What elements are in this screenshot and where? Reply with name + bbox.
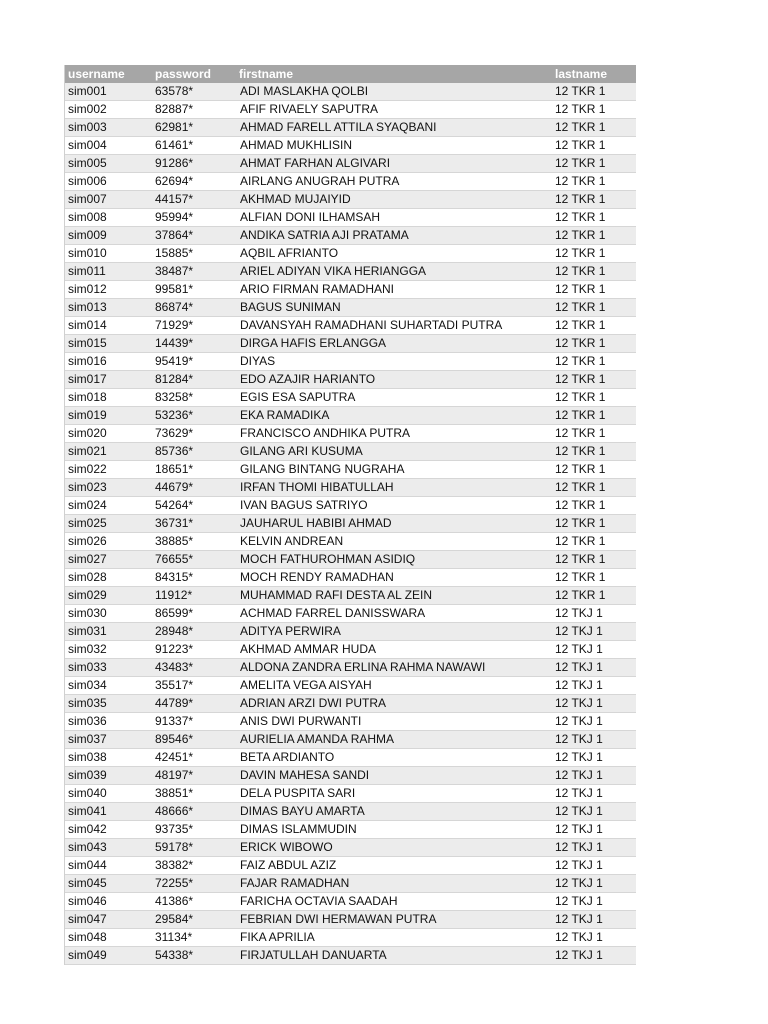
password-cell: 91286*: [152, 155, 236, 173]
username-cell: sim041: [65, 803, 152, 821]
firstname-cell: JAUHARUL HABIBI AHMAD: [236, 515, 552, 533]
table-row: [65, 515, 636, 533]
firstname-cell: FIRJATULLAH DANUARTA: [236, 947, 552, 965]
firstname-cell: GILANG BINTANG NUGRAHA: [236, 461, 552, 479]
username-cell: sim046: [65, 893, 152, 911]
firstname-cell: ARIO FIRMAN RAMADHANI: [236, 281, 552, 299]
username-cell: sim044: [65, 857, 152, 875]
password-cell: 29584*: [152, 911, 236, 929]
table-row: [65, 821, 636, 839]
password-cell: 85736*: [152, 443, 236, 461]
username-cell: sim036: [65, 713, 152, 731]
table-row: [65, 551, 636, 569]
username-cell: sim007: [65, 191, 152, 209]
lastname-cell: 12 TKJ 1: [552, 893, 636, 911]
firstname-cell: FIKA APRILIA: [236, 929, 552, 947]
table-row: [65, 317, 636, 335]
password-cell: 44157*: [152, 191, 236, 209]
lastname-cell: 12 TKR 1: [552, 497, 636, 515]
lastname-cell: 12 TKR 1: [552, 299, 636, 317]
firstname-cell: AHMAD MUKHLISIN: [236, 137, 552, 155]
username-cell: sim042: [65, 821, 152, 839]
table-row: [65, 371, 636, 389]
lastname-cell: 12 TKR 1: [552, 407, 636, 425]
username-cell: sim010: [65, 245, 152, 263]
lastname-cell: 12 TKR 1: [552, 137, 636, 155]
password-cell: 38382*: [152, 857, 236, 875]
password-cell: 36731*: [152, 515, 236, 533]
password-cell: 15885*: [152, 245, 236, 263]
password-cell: 38885*: [152, 533, 236, 551]
table-row: [65, 353, 636, 371]
username-cell: sim033: [65, 659, 152, 677]
firstname-cell: AMELITA VEGA AISYAH: [236, 677, 552, 695]
table-row: [65, 875, 636, 893]
firstname-cell: KELVIN ANDREAN: [236, 533, 552, 551]
username-cell: sim002: [65, 101, 152, 119]
firstname-cell: AHMAT FARHAN ALGIVARI: [236, 155, 552, 173]
password-cell: 91337*: [152, 713, 236, 731]
firstname-cell: AURIELIA AMANDA RAHMA: [236, 731, 552, 749]
table-row: [65, 173, 636, 191]
password-cell: 41386*: [152, 893, 236, 911]
lastname-cell: 12 TKR 1: [552, 443, 636, 461]
table-row: [65, 659, 636, 677]
password-cell: 83258*: [152, 389, 236, 407]
lastname-cell: 12 TKR 1: [552, 83, 636, 101]
header-row: [65, 65, 636, 83]
lastname-cell: 12 TKR 1: [552, 335, 636, 353]
firstname-cell: DIMAS ISLAMMUDIN: [236, 821, 552, 839]
username-cell: sim028: [65, 569, 152, 587]
lastname-cell: 12 TKR 1: [552, 281, 636, 299]
password-cell: 53236*: [152, 407, 236, 425]
username-cell: sim032: [65, 641, 152, 659]
table-row: [65, 119, 636, 137]
firstname-cell: DAVANSYAH RAMADHANI SUHARTADI PUTRA: [236, 317, 552, 335]
firstname-cell: BAGUS SUNIMAN: [236, 299, 552, 317]
password-cell: 59178*: [152, 839, 236, 857]
password-cell: 54338*: [152, 947, 236, 965]
table-row: [65, 83, 636, 101]
lastname-cell: 12 TKR 1: [552, 173, 636, 191]
username-cell: sim030: [65, 605, 152, 623]
firstname-cell: DAVIN MAHESA SANDI: [236, 767, 552, 785]
password-cell: 63578*: [152, 83, 236, 101]
lastname-cell: 12 TKJ 1: [552, 785, 636, 803]
password-cell: 95994*: [152, 209, 236, 227]
table-row: [65, 101, 636, 119]
firstname-cell: EDO AZAJIR HARIANTO: [236, 371, 552, 389]
password-cell: 86874*: [152, 299, 236, 317]
table-row: [65, 335, 636, 353]
username-cell: sim024: [65, 497, 152, 515]
firstname-cell: ADI MASLAKHA QOLBI: [236, 83, 552, 101]
lastname-cell: 12 TKR 1: [552, 263, 636, 281]
lastname-cell: 12 TKR 1: [552, 227, 636, 245]
table-row: [65, 767, 636, 785]
lastname-cell: 12 TKJ 1: [552, 839, 636, 857]
username-cell: sim016: [65, 353, 152, 371]
firstname-cell: MUHAMMAD RAFI DESTA AL ZEIN: [236, 587, 552, 605]
password-cell: 48666*: [152, 803, 236, 821]
username-cell: sim014: [65, 317, 152, 335]
table-row: [65, 137, 636, 155]
firstname-cell: AFIF RIVAELY SAPUTRA: [236, 101, 552, 119]
password-cell: 48197*: [152, 767, 236, 785]
firstname-cell: FARICHA OCTAVIA SAADAH: [236, 893, 552, 911]
lastname-cell: 12 TKJ 1: [552, 821, 636, 839]
firstname-cell: ADRIAN ARZI DWI PUTRA: [236, 695, 552, 713]
firstname-cell: DIYAS: [236, 353, 552, 371]
lastname-cell: 12 TKR 1: [552, 425, 636, 443]
lastname-cell: 12 TKR 1: [552, 119, 636, 137]
lastname-cell: 12 TKR 1: [552, 155, 636, 173]
lastname-cell: 12 TKJ 1: [552, 731, 636, 749]
password-cell: 82887*: [152, 101, 236, 119]
table-header: [65, 65, 636, 83]
password-cell: 93735*: [152, 821, 236, 839]
firstname-cell: ALFIAN DONI ILHAMSAH: [236, 209, 552, 227]
password-cell: 37864*: [152, 227, 236, 245]
lastname-cell: 12 TKR 1: [552, 533, 636, 551]
firstname-cell: ADITYA PERWIRA: [236, 623, 552, 641]
header-firstname: firstname: [239, 67, 294, 81]
firstname-cell: BETA ARDIANTO: [236, 749, 552, 767]
password-cell: 62981*: [152, 119, 236, 137]
lastname-cell: 12 TKJ 1: [552, 929, 636, 947]
lastname-cell: 12 TKR 1: [552, 461, 636, 479]
table-row: [65, 695, 636, 713]
lastname-cell: 12 TKJ 1: [552, 695, 636, 713]
firstname-cell: DIRGA HAFIS ERLANGGA: [236, 335, 552, 353]
table-row: [65, 443, 636, 461]
lastname-cell: 12 TKR 1: [552, 515, 636, 533]
username-cell: sim027: [65, 551, 152, 569]
username-cell: sim006: [65, 173, 152, 191]
lastname-cell: 12 TKR 1: [552, 317, 636, 335]
username-cell: sim038: [65, 749, 152, 767]
password-cell: 35517*: [152, 677, 236, 695]
password-cell: 42451*: [152, 749, 236, 767]
firstname-cell: MOCH RENDY RAMADHAN: [236, 569, 552, 587]
table-row: [65, 623, 636, 641]
username-cell: sim037: [65, 731, 152, 749]
username-cell: sim048: [65, 929, 152, 947]
table-row: [65, 893, 636, 911]
table-row: [65, 191, 636, 209]
firstname-cell: DIMAS BAYU AMARTA: [236, 803, 552, 821]
password-cell: 76655*: [152, 551, 236, 569]
password-cell: 81284*: [152, 371, 236, 389]
firstname-cell: FAIZ ABDUL AZIZ: [236, 857, 552, 875]
password-cell: 71929*: [152, 317, 236, 335]
table-row: [65, 749, 636, 767]
header-username: username: [68, 67, 125, 81]
username-cell: sim031: [65, 623, 152, 641]
password-cell: 95419*: [152, 353, 236, 371]
password-cell: 54264*: [152, 497, 236, 515]
username-cell: sim045: [65, 875, 152, 893]
table-row: [65, 407, 636, 425]
username-cell: sim039: [65, 767, 152, 785]
firstname-cell: ARIEL ADIYAN VIKA HERIANGGA: [236, 263, 552, 281]
password-cell: 61461*: [152, 137, 236, 155]
lastname-cell: 12 TKJ 1: [552, 767, 636, 785]
username-cell: sim034: [65, 677, 152, 695]
password-cell: 28948*: [152, 623, 236, 641]
username-cell: sim035: [65, 695, 152, 713]
password-cell: 38487*: [152, 263, 236, 281]
password-cell: 72255*: [152, 875, 236, 893]
username-cell: sim017: [65, 371, 152, 389]
lastname-cell: 12 TKJ 1: [552, 677, 636, 695]
username-cell: sim015: [65, 335, 152, 353]
username-cell: sim011: [65, 263, 152, 281]
table-row: [65, 857, 636, 875]
username-cell: sim005: [65, 155, 152, 173]
password-cell: 38851*: [152, 785, 236, 803]
lastname-cell: 12 TKJ 1: [552, 623, 636, 641]
lastname-cell: 12 TKR 1: [552, 371, 636, 389]
firstname-cell: ANIS DWI PURWANTI: [236, 713, 552, 731]
password-cell: 43483*: [152, 659, 236, 677]
firstname-cell: MOCH FATHUROHMAN ASIDIQ: [236, 551, 552, 569]
lastname-cell: 12 TKR 1: [552, 191, 636, 209]
username-cell: sim040: [65, 785, 152, 803]
lastname-cell: 12 TKR 1: [552, 353, 636, 371]
username-cell: sim043: [65, 839, 152, 857]
lastname-cell: 12 TKR 1: [552, 101, 636, 119]
table-row: [65, 713, 636, 731]
password-cell: 31134*: [152, 929, 236, 947]
password-cell: 73629*: [152, 425, 236, 443]
lastname-cell: 12 TKJ 1: [552, 749, 636, 767]
lastname-cell: 12 TKR 1: [552, 569, 636, 587]
username-cell: sim003: [65, 119, 152, 137]
firstname-cell: IVAN BAGUS SATRIYO: [236, 497, 552, 515]
firstname-cell: AQBIL AFRIANTO: [236, 245, 552, 263]
table-row: [65, 533, 636, 551]
username-cell: sim029: [65, 587, 152, 605]
table-row: [65, 425, 636, 443]
table-row: [65, 569, 636, 587]
firstname-cell: FRANCISCO ANDHIKA PUTRA: [236, 425, 552, 443]
table-row: [65, 155, 636, 173]
table-row: [65, 461, 636, 479]
firstname-cell: AHMAD FARELL ATTILA SYAQBANI: [236, 119, 552, 137]
password-cell: 44679*: [152, 479, 236, 497]
firstname-cell: EGIS ESA SAPUTRA: [236, 389, 552, 407]
password-cell: 44789*: [152, 695, 236, 713]
username-cell: sim049: [65, 947, 152, 965]
firstname-cell: IRFAN THOMI HIBATULLAH: [236, 479, 552, 497]
password-cell: 14439*: [152, 335, 236, 353]
table-row: [65, 947, 636, 965]
firstname-cell: FEBRIAN DWI HERMAWAN PUTRA: [236, 911, 552, 929]
table-row: [65, 263, 636, 281]
password-cell: 99581*: [152, 281, 236, 299]
firstname-cell: AKHMAD AMMAR HUDA: [236, 641, 552, 659]
password-cell: 62694*: [152, 173, 236, 191]
firstname-cell: FAJAR RAMADHAN: [236, 875, 552, 893]
table-row: [65, 389, 636, 407]
firstname-cell: ANDIKA SATRIA AJI PRATAMA: [236, 227, 552, 245]
lastname-cell: 12 TKR 1: [552, 245, 636, 263]
lastname-cell: 12 TKR 1: [552, 479, 636, 497]
lastname-cell: 12 TKJ 1: [552, 713, 636, 731]
lastname-cell: 12 TKJ 1: [552, 659, 636, 677]
lastname-cell: 12 TKJ 1: [552, 875, 636, 893]
username-cell: sim008: [65, 209, 152, 227]
table-row: [65, 677, 636, 695]
username-cell: sim026: [65, 533, 152, 551]
table-row: [65, 245, 636, 263]
table-row: [65, 839, 636, 857]
accounts-table: [65, 65, 636, 965]
lastname-cell: 12 TKR 1: [552, 209, 636, 227]
table-row: [65, 911, 636, 929]
password-cell: 11912*: [152, 587, 236, 605]
password-cell: 84315*: [152, 569, 236, 587]
username-cell: sim013: [65, 299, 152, 317]
table-row: [65, 479, 636, 497]
password-cell: 18651*: [152, 461, 236, 479]
firstname-cell: ERICK WIBOWO: [236, 839, 552, 857]
username-cell: sim021: [65, 443, 152, 461]
header-password: password: [155, 67, 212, 81]
lastname-cell: 12 TKR 1: [552, 587, 636, 605]
table-row: [65, 227, 636, 245]
password-cell: 86599*: [152, 605, 236, 623]
username-cell: sim047: [65, 911, 152, 929]
table-row: [65, 281, 636, 299]
password-cell: 89546*: [152, 731, 236, 749]
username-cell: sim012: [65, 281, 152, 299]
firstname-cell: DELA PUSPITA SARI: [236, 785, 552, 803]
table-row: [65, 299, 636, 317]
lastname-cell: 12 TKJ 1: [552, 803, 636, 821]
lastname-cell: 12 TKJ 1: [552, 641, 636, 659]
username-cell: sim020: [65, 425, 152, 443]
table-row: [65, 785, 636, 803]
firstname-cell: AIRLANG ANUGRAH PUTRA: [236, 173, 552, 191]
lastname-cell: 12 TKJ 1: [552, 857, 636, 875]
lastname-cell: 12 TKJ 1: [552, 605, 636, 623]
lastname-cell: 12 TKJ 1: [552, 947, 636, 965]
username-cell: sim004: [65, 137, 152, 155]
table-row: [65, 209, 636, 227]
table-body: [65, 83, 636, 965]
username-cell: sim022: [65, 461, 152, 479]
table-row: [65, 605, 636, 623]
username-cell: sim019: [65, 407, 152, 425]
firstname-cell: ACHMAD FARREL DANISSWARA: [236, 605, 552, 623]
firstname-cell: GILANG ARI KUSUMA: [236, 443, 552, 461]
firstname-cell: EKA RAMADIKA: [236, 407, 552, 425]
table-row: [65, 929, 636, 947]
username-cell: sim025: [65, 515, 152, 533]
header-lastname: lastname: [555, 67, 608, 81]
lastname-cell: 12 TKR 1: [552, 551, 636, 569]
firstname-cell: ALDONA ZANDRA ERLINA RAHMA NAWAWI: [236, 659, 552, 677]
lastname-cell: 12 TKR 1: [552, 389, 636, 407]
table-row: [65, 731, 636, 749]
username-cell: sim009: [65, 227, 152, 245]
table-row: [65, 803, 636, 821]
username-cell: sim001: [65, 83, 152, 101]
username-cell: sim023: [65, 479, 152, 497]
table-row: [65, 587, 636, 605]
firstname-cell: AKHMAD MUJAIYID: [236, 191, 552, 209]
lastname-cell: 12 TKJ 1: [552, 911, 636, 929]
table-row: [65, 641, 636, 659]
table-row: [65, 497, 636, 515]
student-account-sheet: [64, 65, 636, 965]
username-cell: sim018: [65, 389, 152, 407]
password-cell: 91223*: [152, 641, 236, 659]
